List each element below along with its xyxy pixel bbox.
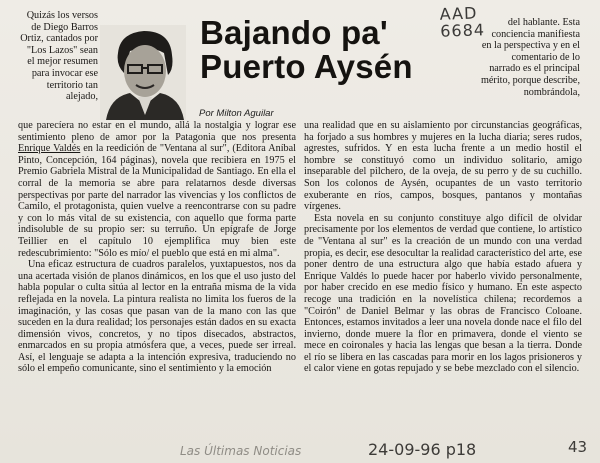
right-top-text-column [480,17,580,98]
body-paragraph-3: una realidad que en su aislamiento por circunstancias geográficas, ha forjado a sus hombres y mujeres en la lucha diaria; seres rudos, agrestes, sufridos. Y en esta lucha frente a un medio hostil el hombre se constituyó como un individuo solitario, amigo inseparable del pilchero, de la oveja, de su perro y de su cuchillo. Son los colonos de Aysén, ocupantes de un vasto territorio exuberante en ríos, campos, bosques, pantanos y montañas vírgenes. [304,120,582,213]
body-paragraph-1 [18,120,296,259]
title-line-1: Bajando pa' [200,14,388,51]
source-stamp: Las Últimas Noticias [180,444,302,458]
body-paragraph-4: Esta novela en su conjunto constituye algo difícil de olvidar precisamente por los elementos de verdad que contiene, lo artístico de "Ventana al sur" es la creación de un mundo con una verdad propia, es decir, ese desocultar la realidad característico del arte, ese poner dentro de una estructura algo que había estado afuera y Enrique Valdés lo puede hacer por haberlo vivido personalmente, por haber crecido en ese medio físico y humano. En este aspecto recoge una tradición en la novelística chilena; recordemos a "Coirón" de Daniel Belmar y las obras de Francisco Coloane. Entonces, estamos invitados a leer una novela donde nace el filo del invierno, donde muere la flor en primavera, donde el viento se mece en coironales y hacia las lengas que besan a la tierra. Donde el río se libera en las cascadas para morir en los lagos prisioneros y el calor viene en gotas repujado y se bebe mezclado con el silencio. [304,212,582,375]
right-top-paragraph: del hablante. Esta conciencia manifiesta en la perspectiva y en el comentario de lo narrado es el principal mérito, porque describe, nombrándola, [480,17,580,98]
clipping-footer [180,438,600,463]
author-portrait-illustration [100,25,186,120]
left-body-column [18,120,296,375]
paragraph-text: en la reedición de "Ventana al sur", (Editora Aníbal Pinto, Concepción, 164 páginas), novela que recibiera en 1975 el Premio Gabriela Mistral de la Municipalidad de Santiago. En ella el corral de la memoria se abre para relatarnos desde diversas perspectivas por parte del narrador las vivencias y los conflictos de Camilo, el protagonista, quien vuelve a reencontrarse con su padre y con lo más vital de su existencia, con aquello que forma parte indisoluble de su propio ser: su terruño. Un epígrafe de Jorge Teillier en el capítulo 10 ejemplifica muy bien este redescubrimiento: "Sólo es mío/ el pueblo que está en mi alma". [18,143,296,259]
title-line-2: Puerto Aysén [200,48,413,85]
intro-text-column [18,10,98,103]
paragraph-text: que parecíera no estar en el mundo, allá la nostalgia y lograr ese sentimiento pleno de amor por la Patagonia que nos presenta [18,120,296,143]
author-name: Enrique Valdés [18,143,81,155]
handwritten-archive-code: AAD 6684 [439,3,486,41]
byline: Por Milton Aguilar [199,108,274,119]
body-paragraph-2: Una eficaz estructura de cuadros paralelos, yuxtapuestos, nos da una acertada visión de planos dinámicos, en los que el uso justo del habla popular o culta sitúa al lector en la entraña misma de la vida reflejada en la novela. La pintura realista no limita los fueros de la imaginación, y las cosas que pasan van de la mano con las que suceden en la dura realidad; los personajes están dados en su exacta dimensión vivos, concretos, y no tipos disecados, abstractos, enmarcados en su propia atmósfera que, a veces, puede ser irreal. Así, el lenguaje se adapta a la intención expresiva, traduciendo no sólo el empeño comunicante, sino el sentimiento y la emoción [18,259,296,375]
handwritten-date: 24-09-96 p18 [368,440,477,459]
right-body-column [304,120,582,375]
author-photo [100,25,186,120]
handwritten-page-number: 43 [568,438,588,456]
intro-paragraph: Quizás los versos de Diego Barros Ortiz, cantados por "Los Lazos" sean el mejor resumen para invocar ese territorio tan alejado, [20,10,98,103]
article-title [200,16,468,84]
